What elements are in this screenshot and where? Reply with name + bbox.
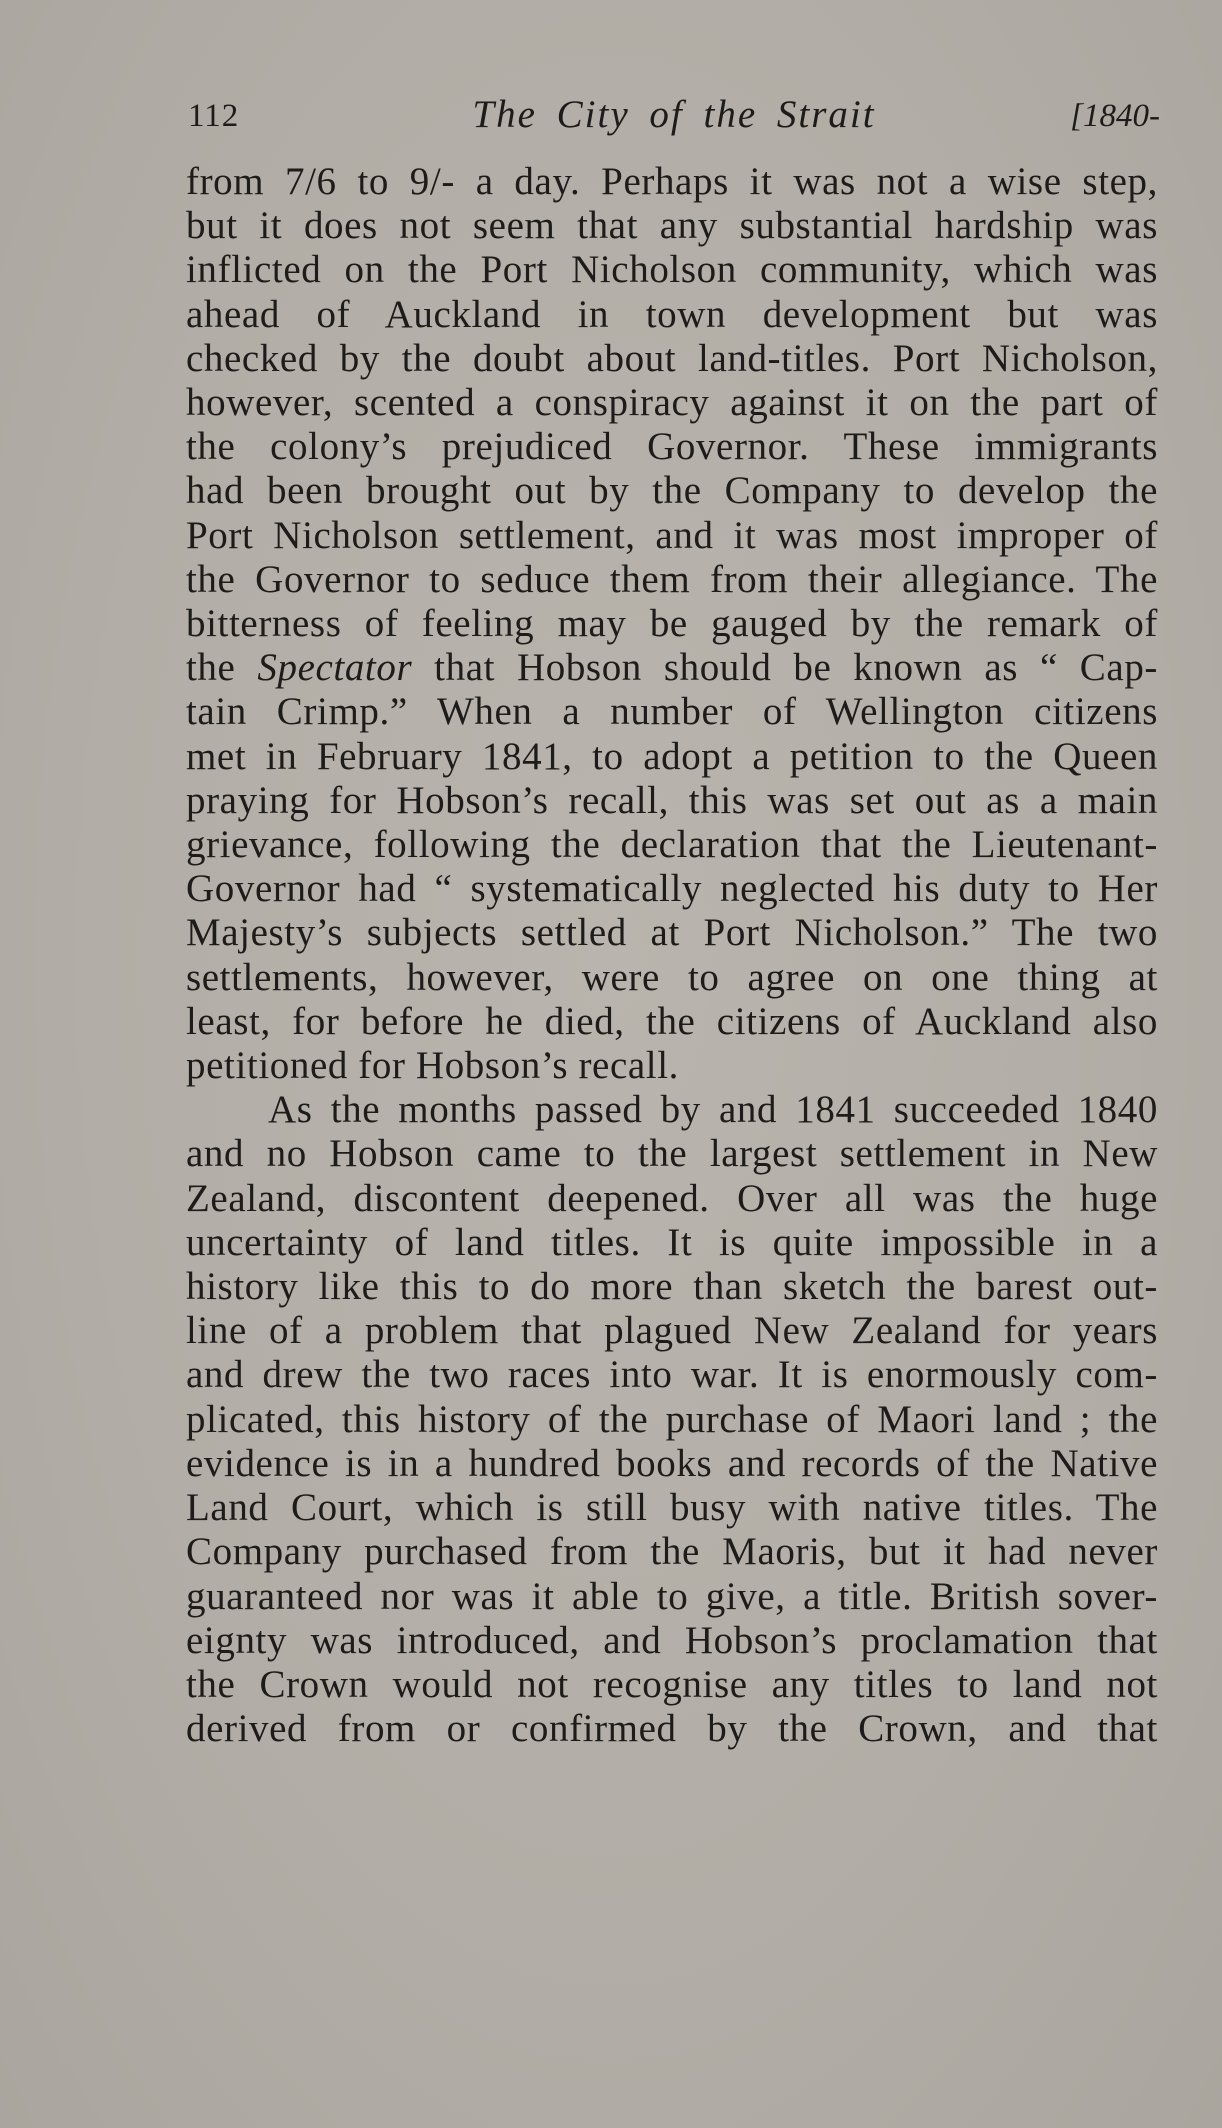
- body-text: [186, 160, 1158, 1751]
- text-line: line of a problem that plagued New Zealand for years: [186, 1309, 1158, 1353]
- text-line: Company purchased from the Maoris, but it had never: [186, 1530, 1158, 1574]
- spectator-title: Spectator: [257, 646, 413, 690]
- text-line: the Crown would not recognise any titles to land not: [186, 1662, 1158, 1706]
- text-line: As the months passed by and 1841 succeeded 1840: [268, 1088, 1158, 1132]
- text-line: met in February 1841, to adopt a petition to the Queen: [186, 734, 1158, 778]
- text-line: bitterness of feeling may be gauged by the remark of: [186, 602, 1158, 646]
- text-line: evidence is in a hundred books and records of the Native: [186, 1441, 1158, 1485]
- text-line: but it does not seem that any substantial hardship was: [186, 204, 1158, 248]
- paragraph-2: [186, 1088, 1158, 1751]
- text-line: and no Hobson came to the largest settlement in New: [186, 1132, 1158, 1176]
- text-line: derived from or confirmed by the Crown, and that: [186, 1707, 1158, 1751]
- running-title: The City of the Strait: [472, 93, 876, 136]
- text-line: had been brought out by the Company to develop the: [186, 469, 1158, 513]
- text-line: however, scented a conspiracy against it on the part of: [186, 381, 1158, 425]
- text-line-spectator: [186, 646, 1158, 690]
- year-range: [1840-: [1070, 98, 1160, 134]
- text-fragment: that Hobson should be known as “ Cap-: [412, 646, 1159, 690]
- running-header: [188, 93, 1160, 148]
- text-line: eignty was introduced, and Hobson’s proclamation that: [186, 1618, 1158, 1662]
- text-line: praying for Hobson’s recall, this was set out as a main: [186, 778, 1158, 822]
- text-line: grievance, following the declaration that the Lieutenant-: [186, 823, 1158, 867]
- text-line: ahead of Auckland in town development but was: [186, 292, 1158, 336]
- text-line: from 7/6 to 9/- a day. Perhaps it was not a wise step,: [186, 160, 1158, 203]
- text-line: checked by the doubt about land-titles. Port Nicholson,: [186, 336, 1158, 380]
- text-line: and drew the two races into war. It is enormously com-: [186, 1353, 1158, 1397]
- text-line: Land Court, which is still busy with native titles. The: [186, 1486, 1158, 1530]
- text-line: settlements, however, were to agree on one thing at: [186, 955, 1158, 999]
- text-line: Governor had “ systematically neglected his duty to Her: [186, 867, 1158, 911]
- text-fragment: the: [186, 646, 258, 690]
- text-line: plicated, this history of the purchase of Maori land ; the: [186, 1397, 1158, 1441]
- text-line: guaranteed nor was it able to give, a title. British sover-: [186, 1574, 1158, 1618]
- text-line: Majesty’s subjects settled at Port Nicholson.” The two: [186, 911, 1158, 955]
- page-number: 112: [188, 98, 240, 134]
- text-line: inflicted on the Port Nicholson community, which was: [186, 248, 1158, 292]
- text-line: least, for before he died, the citizens of Auckland also: [186, 999, 1158, 1043]
- text-line: Zealand, discontent deepened. Over all was the huge: [186, 1176, 1158, 1220]
- text-line: uncertainty of land titles. It is quite impossible in a: [186, 1220, 1158, 1264]
- text-line: tain Crimp.” When a number of Wellington citizens: [186, 690, 1158, 734]
- text-line: the colony’s prejudiced Governor. These immigrants: [186, 425, 1158, 469]
- paragraph-1: [186, 160, 1158, 1088]
- text-line: petitioned for Hobson’s recall.: [186, 1044, 679, 1088]
- text-line: Port Nicholson settlement, and it was most improper of: [186, 513, 1158, 557]
- text-line: the Governor to seduce them from their allegiance. The: [186, 557, 1158, 601]
- text-line: history like this to do more than sketch the barest out-: [186, 1265, 1158, 1309]
